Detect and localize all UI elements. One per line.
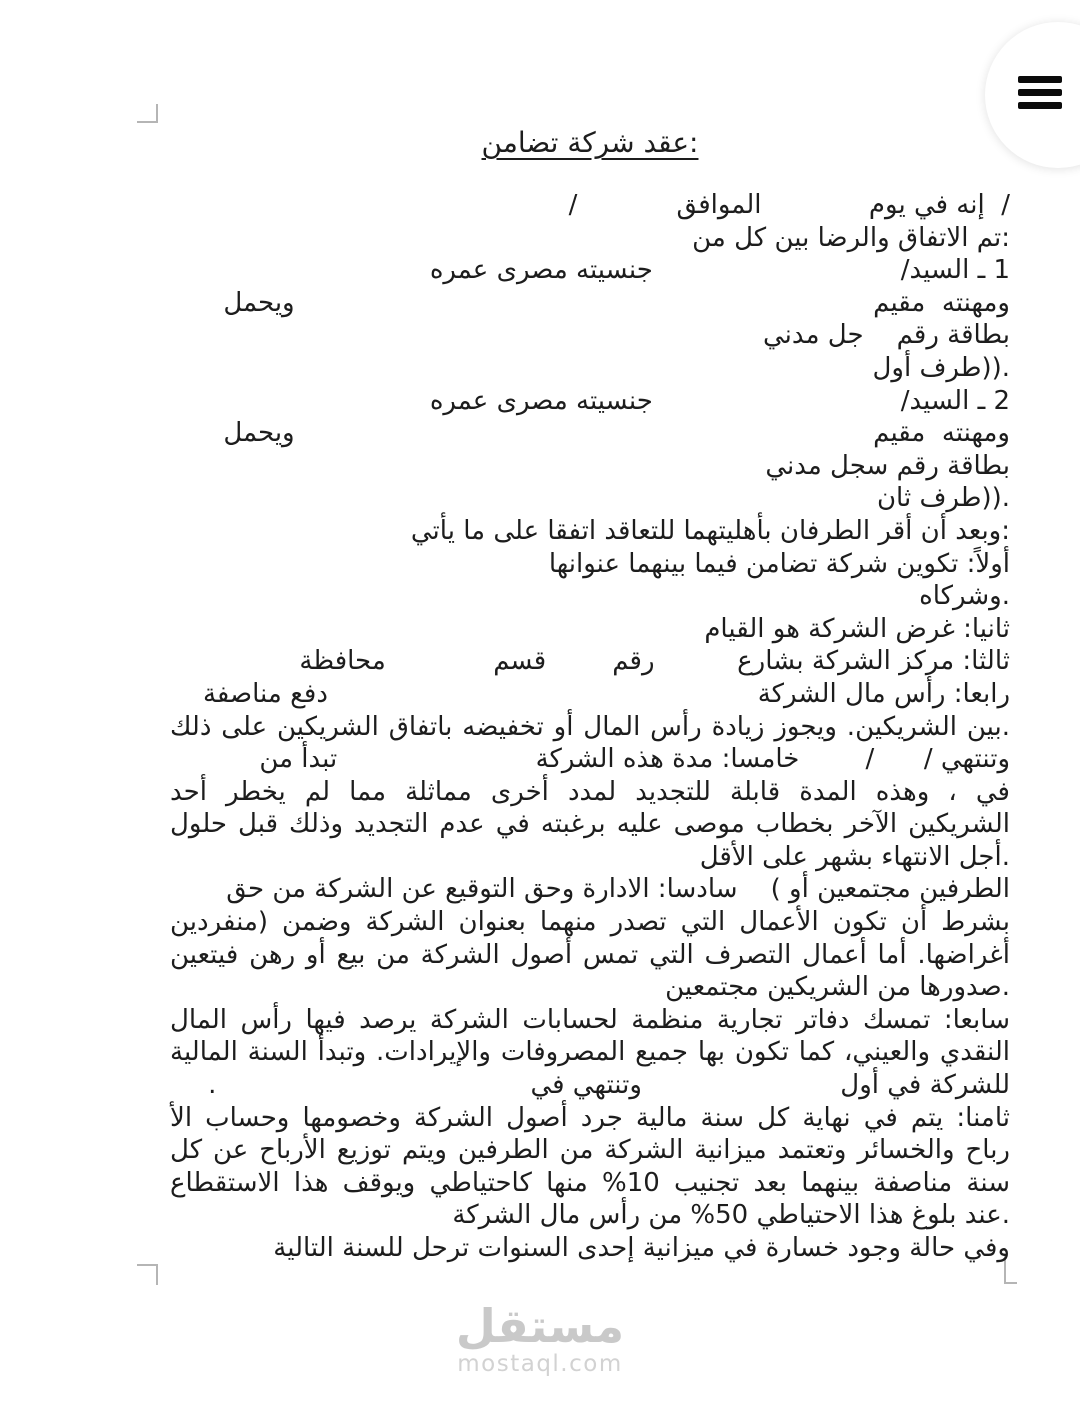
document-line: أولاً: تكوين شركة تضامن فيما بينهما عنوانها (548, 548, 1010, 579)
page-corner-mark-top-left (137, 104, 158, 123)
document-line: .صدورها من الشريكين مجتمعين (665, 972, 1010, 1003)
document-line: 1 ـ السيد/ جنسيته مصرى عمره (429, 255, 1010, 286)
document-line: ومهنته مقيم ويحمل (223, 418, 1010, 449)
document-line: .أجل الانتهاء بشهر على الأقل (699, 841, 1010, 872)
document-line: .بين الشريكين. ويجوز زيادة رأس المال أو تخفيضه باتفاق الشريكين على ذلك (170, 711, 1010, 742)
document-line: بشرط أن تكون الأعمال التي تصدر منهما بعنوان الشركة وضمن (منفردين (170, 907, 1010, 938)
document-line: .وشركاه (919, 581, 1010, 612)
document-line: :تم الاتفاق والرضا بين كل من (692, 222, 1010, 253)
document-line: سنة مناصفة بينهما بعد تجنيب 10% منها كاحتياطي ويوقف هذا الاستقطاع (170, 1167, 1010, 1198)
document-line: النقدي والعيني، كما تكون بها جميع المصروفات والإيرادات. وتبدأ السنة المالية (170, 1037, 1010, 1068)
document-line: وفي حالة وجود خسارة في ميزانية إحدى السنوات ترحل للسنة التالية (273, 1233, 1010, 1263)
document-line: الطرفين مجتمعين أو ) سادسا: الادارة وحق التوقيع عن الشركة من حق (226, 874, 1010, 905)
hamburger-menu-icon (1018, 76, 1062, 115)
document-line: .عند بلوغ هذا الاحتياطي 50% من رأس مال الشركة (452, 1200, 1010, 1231)
document-line: وتنتهي / / خامسا: مدة هذه الشركة تبدأ من (259, 744, 1010, 775)
contract-document (170, 126, 1010, 1265)
document-body (170, 189, 1010, 1265)
document-line: رابعا: رأس مال الشركة دفع مناصفة (202, 678, 1010, 709)
hamburger-bar (1018, 89, 1062, 96)
document-line: .((طرف ثان (876, 483, 1010, 514)
document-line: :وبعد أن أقر الطرفان بأهليتهما للتعاقد اتفقا على ما يأتي (410, 515, 1010, 546)
document-title: :عقد شركة تضامن (481, 126, 699, 159)
watermark (0, 1299, 1080, 1378)
document-line: بطاقة رقم جل مدني (763, 320, 1010, 351)
document-line: للشركة في أول وتنتهي في . (208, 1070, 1010, 1101)
document-line: .((طرف أول (872, 352, 1010, 383)
document-line: / إنه في يوم الموافق / (568, 190, 1010, 220)
watermark-site: mostaql.com (457, 1351, 623, 1378)
document-line: ثالثا: مركز الشركة بشارع رقم قسم محافظة (299, 646, 1010, 677)
page-corner-mark-bottom-left (137, 1264, 158, 1285)
document-line: ثانيا: غرض الشركة هو القيام (704, 613, 1010, 644)
document-line: 2 ـ السيد/ جنسيته مصرى عمره (429, 385, 1010, 416)
hamburger-bar (1018, 102, 1062, 109)
document-line: بطاقة رقم سجل مدني (765, 450, 1010, 481)
document-line: الشريكين الآخر بخطاب موصى عليه برغبته في عدم التجديد وذلك قبل حلول (170, 809, 1010, 840)
watermark-logo: مستقل (455, 1299, 625, 1353)
document-line: ثامنا: يتم في نهاية كل سنة مالية جرد أصول الشركة وخصومها وحساب الأ (170, 1102, 1010, 1133)
document-line: ومهنته مقيم ويحمل (223, 287, 1010, 318)
hamburger-bar (1018, 76, 1062, 83)
document-line: سابعا: تمسك دفاتر تجارية منظمة لحسابات الشركة يرصد فيها رأس المال (170, 1004, 1010, 1035)
document-line: أغراضها. أما أعمال التصرف التي تمس أصول الشركة من بيع أو رهن فيتعين (170, 939, 1010, 970)
document-line: في ، وهذه المدة قابلة للتجديد لمدد أخرى مماثلة مما لم يخطر أحد (170, 776, 1010, 807)
document-line: رباح والخسائر وتعتمد ميزانية الشركة من الطرفين ويتم توزيع الأرباح عن كل (170, 1135, 1010, 1166)
